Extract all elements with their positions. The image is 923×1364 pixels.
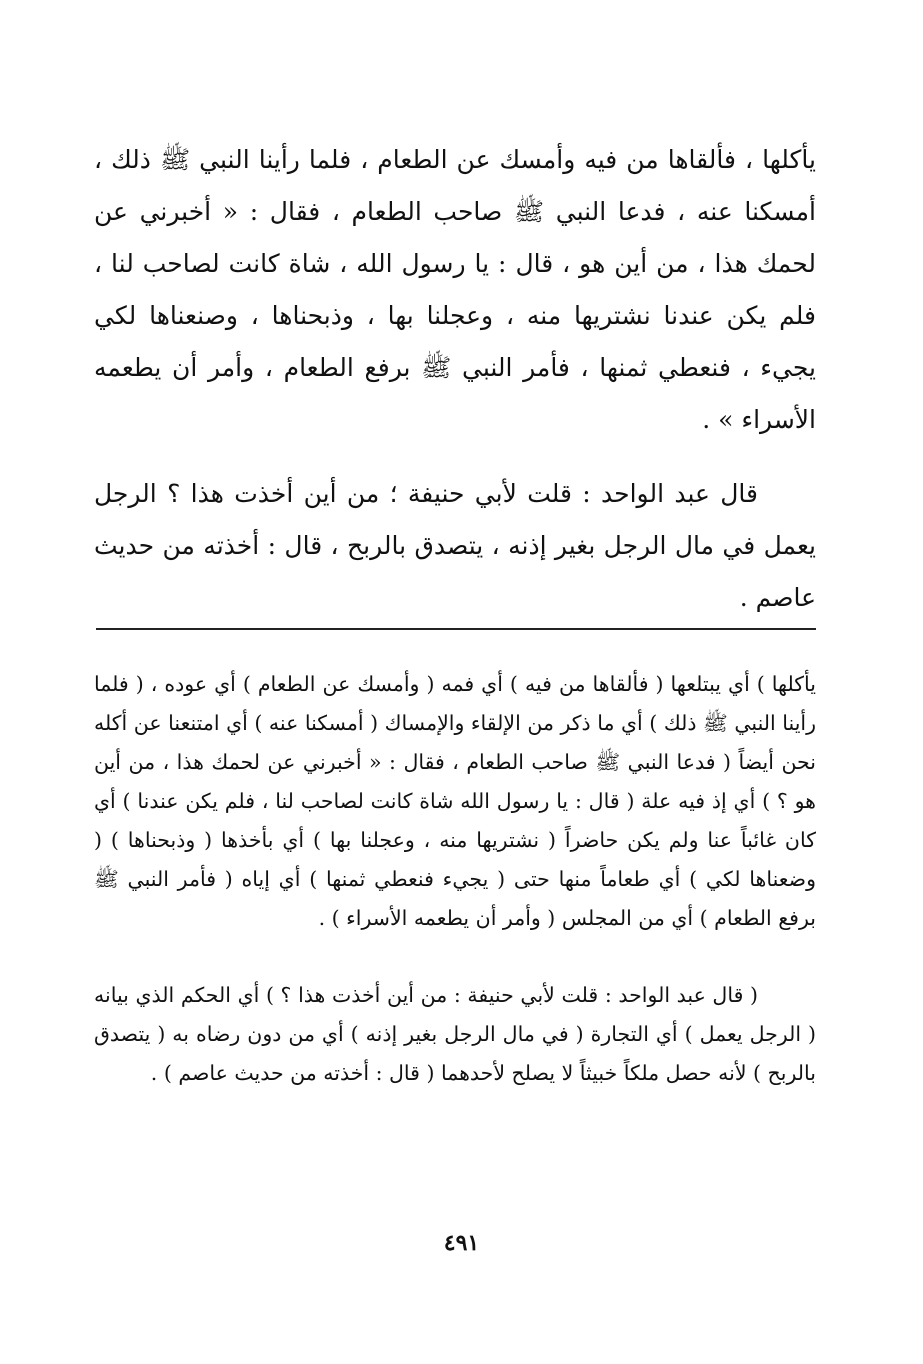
main-paragraph: يأكلها ، فألقاها من فيه وأمسك عن الطعام ، فلما رأينا النبي ﷺ ذلك ، أمسكنا عنه ، فدعا النبي ﷺ صاحب الطعام ، فقال : « أخبرني عن لحمك هذا ، من أين هو ، قال : يا رسول الله ، شاة كانت لصاحب لنا ، فلم يكن عندنا نشتريها منه ، وعجلنا بها ، وذبحناها ، وصنعناها لكي يجيء ، فنعطي ثمنها ، فأمر النبي ﷺ برفع الطعام ، وأمر أن يطعمه الأسراء » . (94, 145, 816, 434)
commentary-block (94, 665, 816, 1093)
commentary-paragraph: يأكلها ) أي يبتلعها ( فألقاها من فيه ) أي فمه ( وأمسك عن الطعام ) أي عوده ، ( فلما رأينا النبي ﷺ ذلك ) أي ما ذكر من الإلقاء والإمساك ( أمسكنا عنه ) أي امتنعنا عن أكله نحن أيضاً ( فدعا النبي ﷺ صاحب الطعام ، فقال : « أخبرني عن لحمك هذا ، من أين هو ؟ ) أي إذ فيه علة ( قال : يا رسول الله شاة كانت لصاحب لنا ، فلم يكن عندنا ) أي كان غائباً عنا ولم يكن حاضراً ( نشتريها منه ، وعجلنا بها ) أي بأخذها ( وذبحناها ) ( وضعناها لكي ) أي طعاماً منها حتى ( يجيء فنعطي ثمنها ) أي إياه ( فأمر النبي ﷺ برفع الطعام ) أي من المجلس ( وأمر أن يطعمه الأسراء ) . (94, 672, 816, 930)
page-number: ٤٩١ (443, 1230, 480, 1256)
footnote-divider (96, 628, 816, 630)
main-text-block (94, 134, 816, 624)
commentary-paragraph: ( قال عبد الواحد : قلت لأبي حنيفة : من أين أخذت هذا ؟ ) أي الحكم الذي بيانه ( الرجل يعمل ) أي التجارة ( في مال الرجل بغير إذنه ) أي من دون رضاه به ( يتصدق بالربح ) لأنه حصل ملكاً خبيثاً لا يصلح لأحدهما ( قال : أخذته من حديث عاصم ) . (94, 983, 816, 1085)
main-paragraph: قال عبد الواحد : قلت لأبي حنيفة ؛ من أين أخذت هذا ؟ الرجل يعمل في مال الرجل بغير إذنه ، يتصدق بالربح ، قال : أخذته من حديث عاصم . (94, 479, 816, 612)
